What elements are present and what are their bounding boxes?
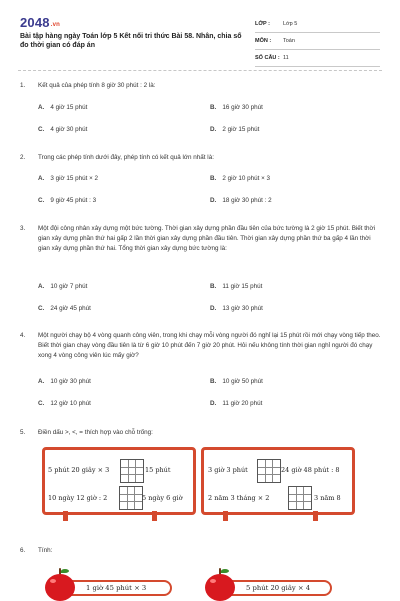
calc-expression: 5 phút 20 giây × 4: [246, 584, 311, 592]
option-letter: D.: [210, 126, 217, 133]
option-text: 11 giờ 20 phút: [222, 400, 263, 407]
calc-expression: 1 giờ 45 phút × 3: [86, 584, 147, 592]
option-2c[interactable]: [38, 197, 96, 204]
calc-pill-2: [222, 580, 332, 596]
option-2d[interactable]: [210, 197, 272, 204]
answer-blank[interactable]: [119, 486, 143, 510]
option-text: 13 giờ 30 phút: [222, 305, 263, 312]
option-4a[interactable]: [38, 378, 91, 385]
meta-row-class: [255, 16, 380, 33]
question-2: [20, 153, 382, 163]
question-5: [20, 428, 382, 438]
question-number: 1.: [20, 82, 26, 89]
compare-right: 15 phút: [145, 466, 171, 474]
option-letter: A.: [38, 104, 45, 111]
question-text: Kết quả của phép tính 8 giờ 30 phút : 2 là:: [38, 82, 156, 89]
question-text: Một đội công nhân xây dựng một bức tường. Thời gian xây dựng phần đầu tiên của bức tường là 2 giờ 15 phút. Biết thời gian xây dựng phần thứ hai gấp 2 lần thời gian xây dựng phần đầu tiên. Thời gian xây dựng phần thứ ba gấp 4 lần thời gian xây dựng phần thứ hai. Tổng thời gian xây dựng bức tường là:: [38, 225, 376, 252]
answer-blank[interactable]: [120, 459, 144, 483]
option-text: 4 giờ 30 phút: [50, 126, 88, 133]
compare-right: 24 giờ 48 phút : 8: [281, 466, 340, 474]
compare-left: 3 giờ 3 phút: [208, 466, 248, 474]
header-divider: [18, 70, 382, 71]
question-3: [20, 224, 382, 254]
option-letter: D.: [210, 400, 217, 407]
option-2a[interactable]: [38, 175, 98, 182]
question-number: 2.: [20, 154, 26, 161]
meta-key: LỚP :: [255, 21, 270, 27]
document-title: Bài tập hàng ngày Toán lớp 5 Kết nối tri thức Bài 58. Nhân, chia số đo thời gian có đáp án: [20, 33, 242, 49]
option-text: 10 giờ 7 phút: [50, 283, 88, 290]
option-text: 10 giờ 30 phút: [50, 378, 91, 385]
option-letter: B.: [210, 104, 217, 111]
option-letter: C.: [38, 400, 45, 407]
compare-right: 5 ngày 6 giờ: [142, 494, 183, 502]
option-text: 3 giờ 15 phút × 2: [50, 175, 99, 182]
option-letter: C.: [38, 305, 45, 312]
question-1: [20, 81, 382, 91]
question-text: Tính:: [38, 547, 53, 554]
option-text: 16 giờ 30 phút: [222, 104, 263, 111]
option-letter: D.: [210, 305, 217, 312]
option-letter: A.: [38, 283, 45, 290]
option-text: 12 giờ 10 phút: [50, 400, 91, 407]
calc-pill-1: [62, 580, 172, 596]
compare-left: 5 phút 20 giây × 3: [48, 466, 110, 474]
option-letter: D.: [210, 197, 217, 204]
meta-key: MÔN :: [255, 38, 272, 44]
option-letter: B.: [210, 175, 217, 182]
question-number: 5.: [20, 429, 26, 436]
option-text: 2 giờ 15 phút: [222, 126, 260, 133]
question-text: Trong các phép tính dưới đây, phép tính có kết quả lớn nhất là:: [38, 154, 214, 161]
option-letter: B.: [210, 283, 217, 290]
option-text: 18 giờ 30 phút : 2: [222, 197, 272, 204]
question-text: Một người chạy bộ 4 vòng quanh công viên, trong khi chạy mỗi vòng người đó nghỉ lại 15 phút rồi mới chạy vòng tiếp theo. Biết thời gian chạy vòng đầu tiên là từ 6 giờ 10 phút đến 7 giờ 20 phút. Hỏi nếu không tính thời gian nghỉ người đó chạy xong 4 vòng công viên lúc mấy giờ?: [38, 332, 381, 359]
board-leg: [313, 511, 318, 521]
option-letter: C.: [38, 197, 45, 204]
compare-right: 3 năm 8: [314, 494, 341, 502]
board-leg: [152, 511, 157, 521]
compare-left: 10 ngày 12 giờ : 2: [48, 494, 108, 502]
option-1d[interactable]: [210, 126, 259, 133]
board-leg: [223, 511, 228, 521]
question-number: 4.: [20, 332, 26, 339]
option-text: 11 giờ 15 phút: [222, 283, 263, 290]
question-text: Điền dấu >, <, = thích hợp vào chỗ trống:: [38, 429, 153, 436]
meta-row-subject: [255, 33, 380, 50]
option-3a[interactable]: [38, 283, 87, 290]
option-text: 9 giờ 45 phút : 3: [50, 197, 97, 204]
option-3b[interactable]: [210, 283, 262, 290]
option-2b[interactable]: [210, 175, 270, 182]
logo-suffix: .vn: [50, 22, 61, 28]
logo-text: 2048: [20, 15, 50, 30]
option-letter: A.: [38, 378, 45, 385]
question-number: 3.: [20, 225, 26, 232]
option-text: 4 giờ 15 phút: [50, 104, 88, 111]
option-1a[interactable]: [38, 104, 87, 111]
option-letter: B.: [210, 378, 217, 385]
option-letter: C.: [38, 126, 45, 133]
meta-value: Lớp 5: [283, 21, 298, 27]
meta-value: 11: [283, 55, 289, 61]
option-1b[interactable]: [210, 104, 263, 111]
option-3c[interactable]: [38, 305, 91, 312]
option-1c[interactable]: [38, 126, 87, 133]
compare-left: 2 năm 3 tháng × 2: [208, 494, 270, 502]
option-text: 24 giờ 45 phút: [50, 305, 91, 312]
answer-blank[interactable]: [257, 459, 281, 483]
board-leg: [63, 511, 68, 521]
option-4c[interactable]: [38, 400, 91, 407]
option-letter: A.: [38, 175, 45, 182]
option-text: 2 giờ 10 phút × 3: [222, 175, 271, 182]
meta-row-count: [255, 50, 380, 67]
option-3d[interactable]: [210, 305, 263, 312]
site-logo[interactable]: [20, 15, 60, 30]
question-number: 6.: [20, 547, 26, 554]
question-6: [20, 546, 382, 556]
document-meta: [255, 16, 380, 67]
answer-blank[interactable]: [288, 486, 312, 510]
option-text: 10 giờ 50 phút: [222, 378, 263, 385]
option-4b[interactable]: [210, 378, 263, 385]
meta-key: SỐ CÂU :: [255, 55, 280, 61]
meta-value: Toán: [283, 38, 295, 44]
question-4: [20, 331, 382, 361]
option-4d[interactable]: [210, 400, 262, 407]
